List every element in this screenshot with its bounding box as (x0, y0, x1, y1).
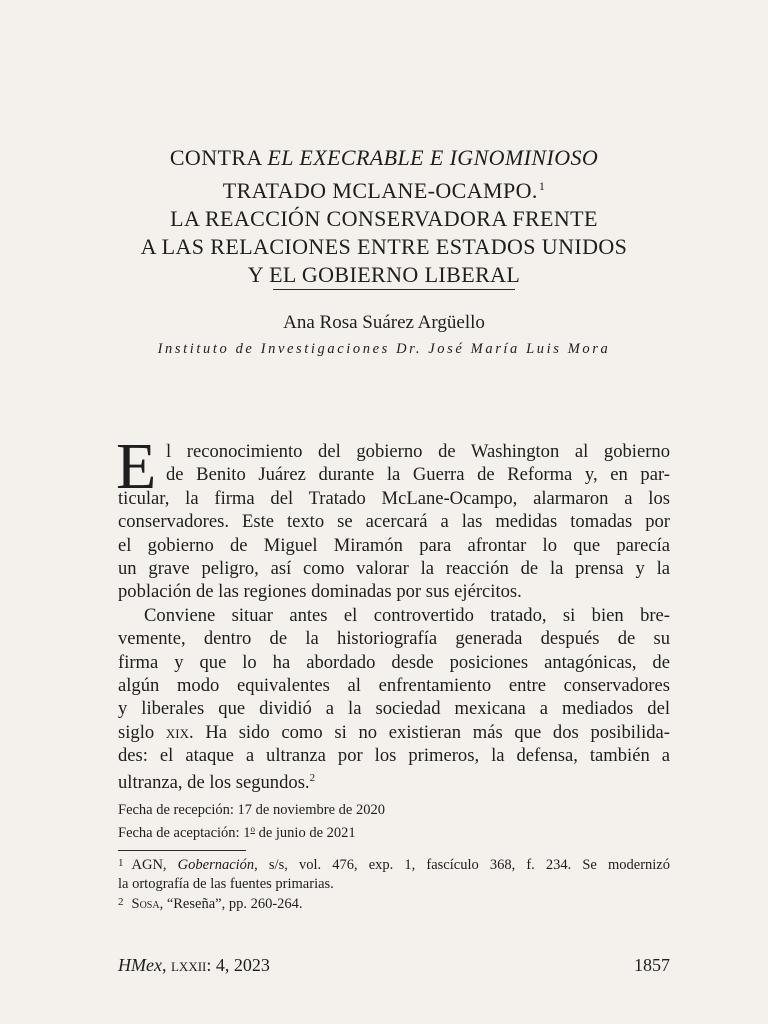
body-line: y liberales que dividió a la sociedad mexicana a mediados del (118, 698, 670, 720)
footnote-italic: Gobernación (177, 857, 255, 873)
body-line: el gobierno de Miguel Miramón para afrontar lo que parecía (118, 534, 670, 556)
title-line-3: LA REACCIÓN CONSERVADORA FRENTE (170, 206, 598, 231)
date-accepted-text: de junio de 2021 (254, 825, 356, 841)
body-line: l reconocimiento del gobierno de Washington al gobierno (166, 441, 670, 462)
body-line: de Benito Juárez durante la Guerra de Reforma y, en par- (166, 464, 670, 486)
footnote-number: 1 (118, 857, 124, 869)
footnote-text: , “Reseña”, pp. 260-264. (159, 896, 303, 912)
title-prefix: CONTRA (169, 145, 268, 170)
title-text-2: TRATADO MCLANE-OCAMPO. (222, 178, 538, 203)
footnote-text: AGN, (131, 857, 178, 873)
title-line-5: Y EL GOBIERNO LIBERAL (247, 262, 521, 287)
body-line (118, 767, 670, 794)
article-body (116, 430, 670, 794)
body-text-segment: ultranza, de los segundos. (118, 772, 310, 794)
title-italic-quote: EL EXECRABLE E IGNOMINIOSO (267, 145, 599, 170)
date-accepted (118, 820, 670, 843)
author-affiliation: Instituto de Investigaciones Dr. José María Luis Mora (157, 341, 611, 357)
footnote-2 (118, 893, 670, 914)
body-line: un grave peligro, así como valorar la reacción de la prensa y la (118, 557, 670, 579)
title-footnote-marker[interactable]: 1 (538, 179, 546, 193)
date-received: Fecha de recepción: 17 de noviembre de 2020 (118, 802, 385, 818)
body-line: vemente, dentro de la historiografía generada después de su (118, 628, 670, 650)
title-line-4: A LAS RELACIONES ENTRE ESTADOS UNIDOS (140, 234, 628, 259)
ordinal-indicator: o (250, 824, 255, 834)
title-line-2 (96, 172, 672, 205)
title-divider (273, 289, 515, 290)
body-line (118, 721, 670, 744)
body-text-segment: siglo (118, 721, 166, 743)
footnote-1-continued: la ortografía de las fuentes primarias. (118, 875, 334, 892)
footnote-author-small-caps: Sosa (131, 896, 160, 912)
body-line: Conviene situar antes el controvertido tratado, si bien bre- (144, 604, 670, 626)
journal-volume: , lxxii (161, 955, 207, 975)
title-line-1 (96, 144, 672, 172)
page-number: 1857 (634, 955, 670, 975)
body-line: población de las regiones dominadas por sus ejércitos. (118, 581, 522, 603)
journal-name: HMex (118, 955, 162, 975)
body-text-segment: . Ha sido como si no existieran más que dos posibilida- (188, 721, 670, 743)
footnote-marker-2[interactable]: 2 (309, 772, 316, 785)
drop-cap: E (116, 430, 157, 503)
submission-dates (118, 801, 670, 843)
footnote-1 (118, 854, 670, 875)
body-line: des: el ataque a ultranza por los primeros, la defensa, también a (118, 745, 670, 767)
running-footer (118, 954, 670, 976)
date-accepted-text: Fecha de aceptación: 1 (118, 825, 251, 841)
century-small-caps: xix (165, 721, 189, 743)
journal-issue: : 4, 2023 (206, 955, 270, 975)
author-name: Ana Rosa Suárez Argüello (283, 312, 485, 333)
body-line: firma y que lo ha abordado desde posiciones antagónicas, de (118, 651, 670, 673)
article-title (96, 144, 672, 289)
footnotes (118, 854, 670, 914)
footnote-text: , s/s, vol. 476, exp. 1, fascículo 368, f. 234. Se modernizó (254, 857, 670, 873)
footnote-number: 2 (118, 896, 124, 908)
footnote-divider (118, 850, 246, 851)
body-line: algún modo equivalentes al enfrentamiento entre conservadores (118, 674, 670, 696)
body-line: ticular, la firma del Tratado McLane-Ocampo, alarmaron a los (118, 487, 670, 509)
body-line: conservadores. Este texto se acercará a las medidas tomadas por (118, 511, 670, 533)
